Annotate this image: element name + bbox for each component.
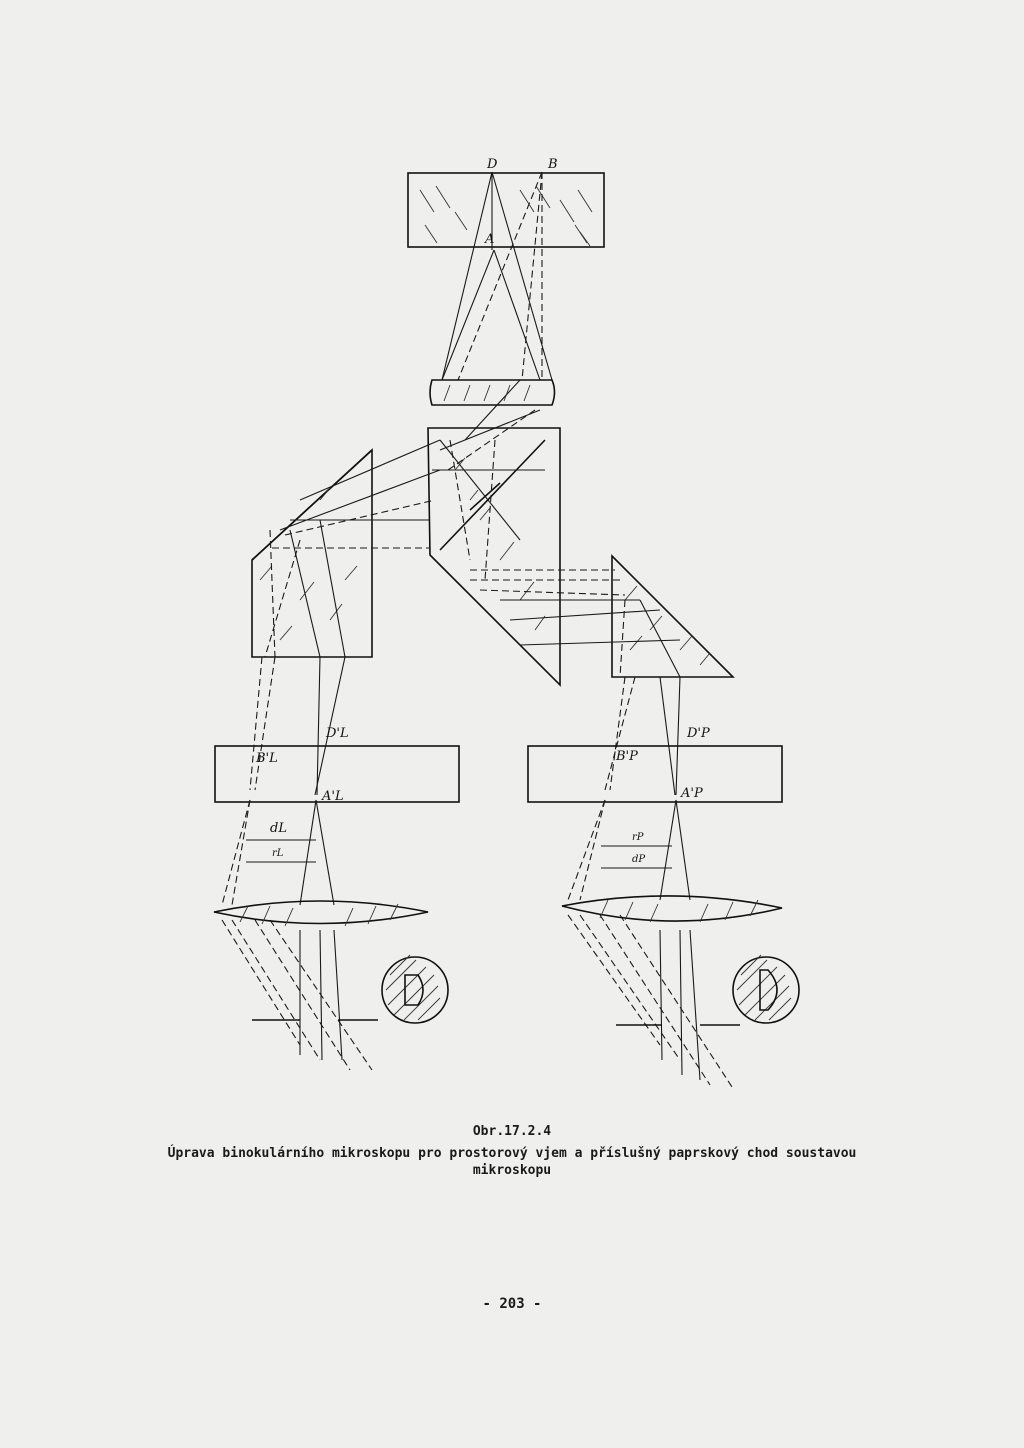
figure-number: Obr.17.2.4 (472, 1124, 552, 1139)
label-D-L: D'L (326, 726, 349, 741)
right-eyepiece-lens (562, 896, 782, 922)
right-prism (470, 556, 733, 677)
central-prism (428, 428, 560, 685)
specimen-slide (408, 173, 604, 247)
label-A: A (485, 232, 495, 247)
label-D-P: D'P (687, 726, 710, 741)
right-image-rays (605, 677, 680, 795)
label-D: D (487, 157, 498, 172)
label-A-L: A'L (322, 789, 344, 804)
label-d-L: dL (270, 821, 287, 836)
label-r-L: rL (272, 848, 284, 859)
right-measurements (601, 832, 672, 868)
left-measurements (246, 821, 316, 862)
right-eyepiece-rays (568, 800, 740, 1090)
label-B: B (548, 157, 558, 172)
objective-rays (440, 172, 552, 470)
label-A-P: A'P (681, 786, 703, 801)
left-prism (252, 440, 440, 657)
right-image-plate (528, 726, 782, 802)
page-number: - 203 - (482, 1296, 542, 1312)
left-eyepiece-lens (214, 901, 428, 926)
label-d-P: dP (632, 854, 646, 865)
figure-caption: Úprava binokulárního mikroskopu pro prostorový vjem a příslušný paprskový chod soustavou mikroskopu (167, 1146, 857, 1178)
label-B-P: B'P (616, 749, 638, 764)
label-r-P: rP (632, 832, 644, 843)
left-aperture-symbol (382, 955, 448, 1023)
right-aperture-symbol (733, 955, 799, 1023)
label-B-L: B'L (256, 751, 278, 766)
left-image-plate (215, 726, 459, 804)
objective-lens (430, 380, 555, 405)
